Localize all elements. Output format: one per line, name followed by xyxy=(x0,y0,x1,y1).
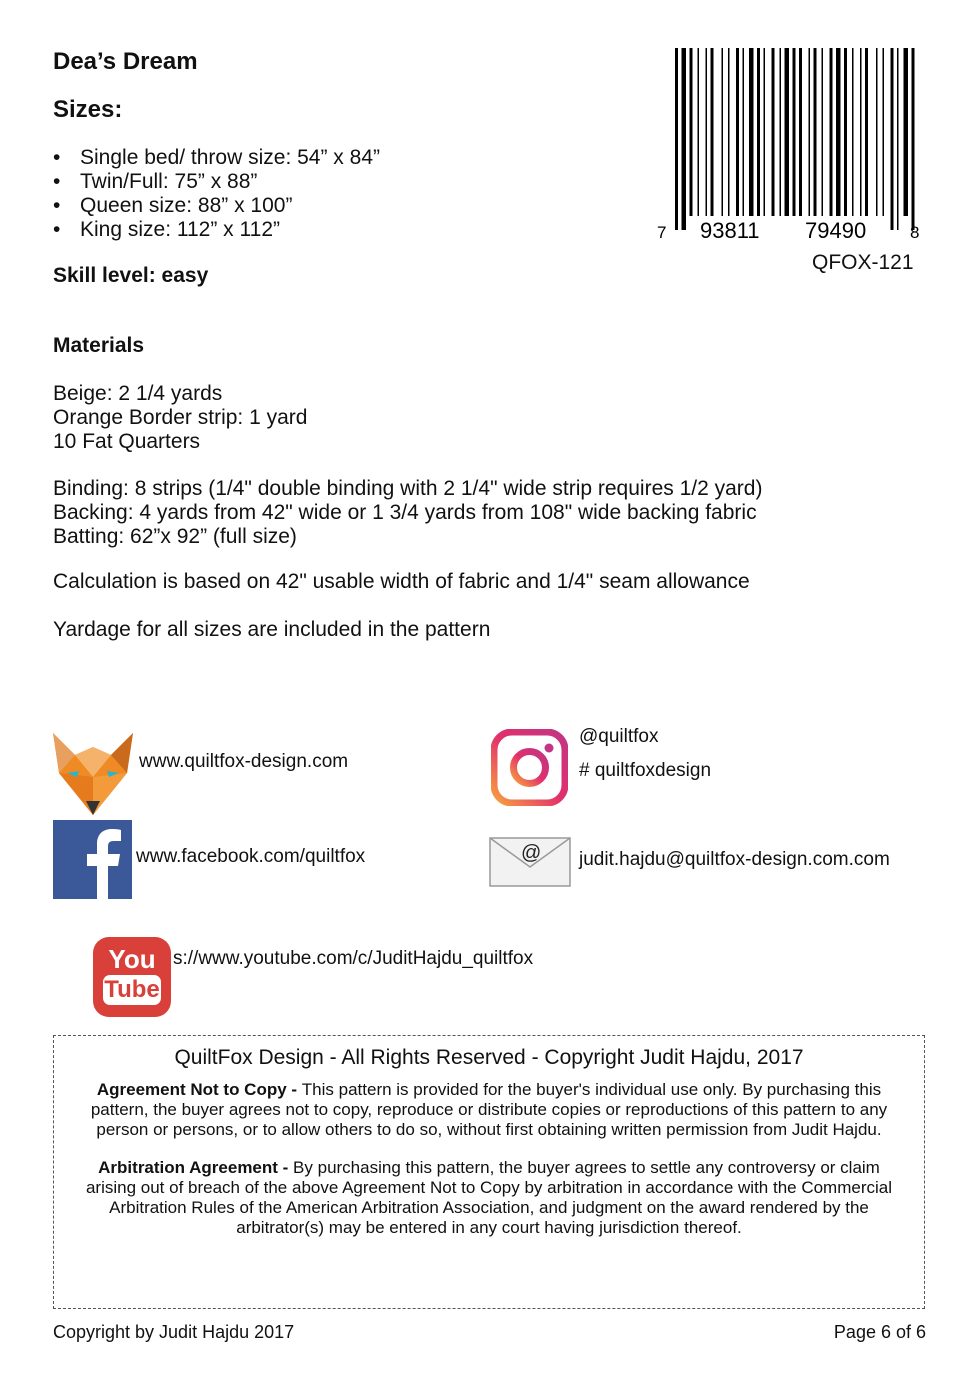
barcode-digits-1: 93811 xyxy=(700,218,760,243)
instagram-handle[interactable]: @quiltfox xyxy=(579,726,659,747)
barcode-bar xyxy=(891,48,894,230)
arbitration-label: Arbitration Agreement - xyxy=(98,1158,294,1177)
barcode-bar xyxy=(785,48,790,216)
arbitration-agreement xyxy=(84,1158,894,1238)
barcode-bar xyxy=(780,48,782,216)
product-code: QFOX-121 xyxy=(812,251,914,274)
copy-agreement-label: Agreement Not to Copy - xyxy=(96,1080,302,1099)
barcode-bar xyxy=(912,48,915,230)
barcode-bar xyxy=(814,48,817,216)
barcode-bar xyxy=(743,48,745,216)
barcode-bar xyxy=(722,48,724,216)
barcode-digit-left: 7 xyxy=(657,223,667,242)
barcode-bar xyxy=(757,48,760,216)
barcode-bars xyxy=(675,48,915,230)
barcode-bar xyxy=(749,48,754,216)
barcode-bar xyxy=(830,48,833,216)
barcode-bar xyxy=(809,48,811,216)
barcode-bar xyxy=(764,48,766,216)
fox-logo-icon xyxy=(53,733,133,815)
barcode-bar xyxy=(883,48,885,216)
youtube-link[interactable]: s://www.youtube.com/c/JuditHajdu_quiltfox xyxy=(173,948,534,969)
barcode-bar xyxy=(772,48,775,216)
page-number: Page 6 of 6 xyxy=(833,1322,926,1342)
instagram-icon[interactable] xyxy=(491,729,568,806)
footer-copyright: Copyright by Judit Hajdu 2017 xyxy=(53,1322,295,1342)
facebook-link[interactable]: www.facebook.com/quiltfox xyxy=(136,846,366,867)
arbitration-text: By purchasing this pattern, the buyer agrees to settle any controversy or claim arising out of breach of the above Agreement Not to Copy by arbitration in accordance with the Commercial Arbitration Rules of the American Arbitration Association, and judgment on the award rendered by the arbitrator(s) may be entered in any court having jurisdiction thereof. xyxy=(85,1158,893,1237)
material-item: Beige: 2 1/4 yards xyxy=(53,382,223,405)
barcode-bar xyxy=(728,48,730,216)
barcode-bar xyxy=(698,48,700,216)
supply-item: Batting: 62”x 92” (full size) xyxy=(53,525,297,548)
barcode-bar xyxy=(675,48,678,230)
size-item: • Twin/Full: 75” x 88” xyxy=(53,170,380,194)
calculation-note: Calculation is based on 42" usable width of fabric and 1/4" seam allowance xyxy=(53,570,750,593)
barcode-bar xyxy=(711,48,714,216)
barcode-digits-2: 79490 xyxy=(805,218,867,243)
barcode-bar xyxy=(844,48,847,216)
facebook-icon[interactable] xyxy=(53,820,132,899)
material-item: Orange Border strip: 1 yard xyxy=(53,406,308,429)
youtube-icon[interactable] xyxy=(93,937,171,1017)
supplies-list xyxy=(53,477,762,549)
barcode-bar xyxy=(799,48,802,216)
pattern-title: Dea’s Dream xyxy=(53,48,198,75)
barcode-bar xyxy=(876,48,878,216)
youtube-logo-bottom: Tube xyxy=(104,976,160,1003)
copy-agreement xyxy=(84,1080,894,1140)
barcode-bar xyxy=(682,48,687,230)
barcode-digit-right: 8 xyxy=(910,223,920,242)
email-at-symbol: @ xyxy=(521,842,542,864)
email-icon[interactable] xyxy=(489,837,571,887)
skill-level: Skill level: easy xyxy=(53,264,209,287)
material-item: 10 Fat Quarters xyxy=(53,430,201,453)
barcode-bar xyxy=(897,48,899,230)
barcode-bar xyxy=(706,48,708,216)
legal-title: QuiltFox Design - All Rights Reserved - Copyright Judit Hajdu, 2017 xyxy=(174,1046,804,1069)
yardage-note: Yardage for all sizes are included in the pattern xyxy=(53,618,491,641)
instagram-hashtag[interactable]: # quiltfoxdesign xyxy=(579,760,712,781)
barcode xyxy=(655,48,925,243)
copy-agreement-text: This pattern is provided for the buyer's individual use only. By purchasing this pattern, the buyer agrees not to copy, reproduce or distribute copies or reproductions of this pattern to any person or persons, or to allow others to do so, without first obtaining written permission from Judit Hajdu. xyxy=(90,1080,888,1139)
supply-item: Binding: 8 strips (1/4" double binding with 2 1/4" wide strip requires 1/2 yard) xyxy=(53,477,763,500)
barcode-bar xyxy=(736,48,739,216)
barcode-bar xyxy=(860,48,862,216)
sizes-list xyxy=(53,146,380,242)
barcode-bar xyxy=(690,48,693,216)
barcode-bar xyxy=(822,48,824,216)
barcode-bar xyxy=(793,48,796,216)
email-link[interactable]: judit.hajdu@quiltfox-design.com.com xyxy=(579,849,890,870)
barcode-bar xyxy=(852,48,854,216)
size-item: • Queen size: 88” x 100” xyxy=(53,194,380,218)
supply-item: Backing: 4 yards from 42" wide or 1 3/4 yards from 108" wide backing fabric xyxy=(53,501,757,524)
size-item: • Single bed/ throw size: 54” x 84” xyxy=(53,146,380,170)
barcode-bar xyxy=(865,48,868,216)
materials-list xyxy=(53,382,307,454)
website-link[interactable]: www.quiltfox-design.com xyxy=(139,751,349,772)
legal-notice xyxy=(53,1035,925,1309)
materials-heading: Materials xyxy=(53,334,145,357)
youtube-logo-top: You xyxy=(108,944,156,974)
barcode-bar xyxy=(904,48,909,216)
barcode-bar xyxy=(836,48,841,216)
sizes-heading: Sizes: xyxy=(53,96,123,123)
size-item: • King size: 112” x 112” xyxy=(53,218,380,242)
